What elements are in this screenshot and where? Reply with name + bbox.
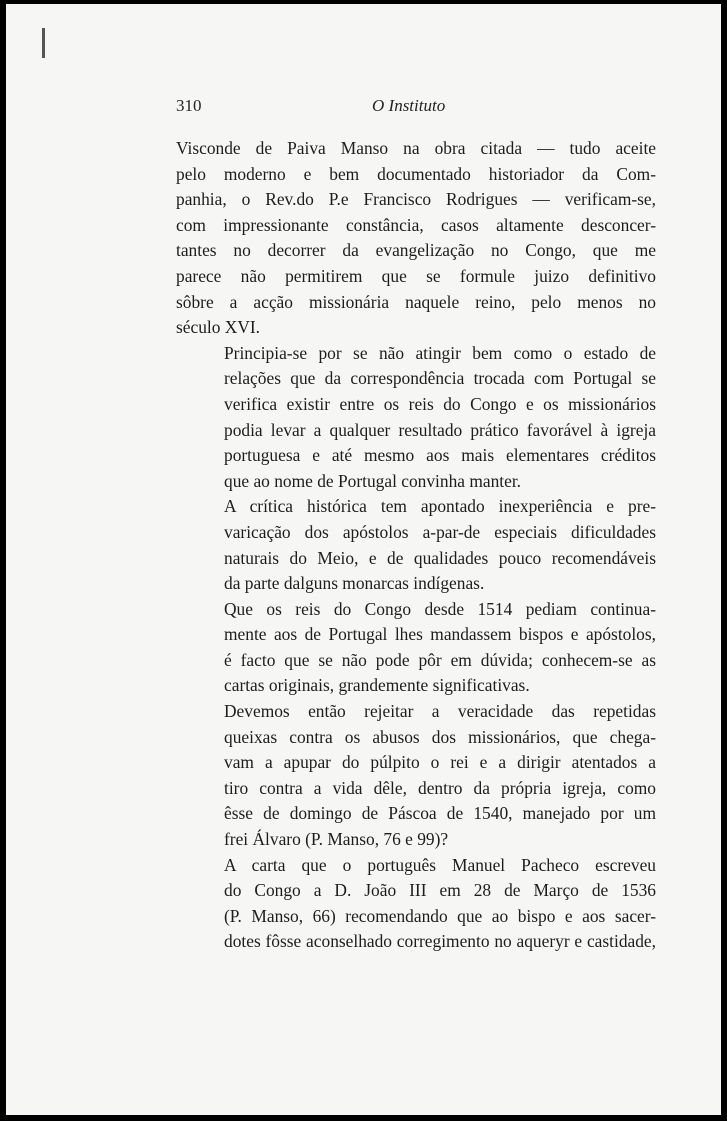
paragraph-6-line: (P. Manso, 66) recomendando que ao bispo e aos sacer-: [224, 905, 656, 926]
paragraph-5-line: Devemos então rejeitar a veracidade das repetidas: [224, 701, 656, 722]
body-text: [176, 136, 656, 955]
paragraph-4-line: é facto que se não pode pôr em dúvida; conhecem-se as: [224, 649, 656, 670]
paragraph-4-line: mente aos de Portugal lhes mandassem bispos e apóstolos,: [224, 624, 656, 645]
paragraph-4-line: cartas originais, grandemente significativas.: [224, 675, 530, 696]
paragraph-2-line: podia levar a qualquer resultado prático favorável à igreja: [224, 419, 656, 440]
paragraph-5: [176, 699, 656, 853]
paragraph-5-line: vam a apupar do púlpito o rei e a dirigir atentados a: [224, 752, 656, 773]
paragraph-1-line: Visconde de Paiva Manso na obra citada — tudo aceite: [176, 138, 656, 158]
paragraph-1-line: com impressionante constância, casos altamente desconcer-: [176, 214, 656, 235]
paragraph-1-line: sôbre a acção missionária naquele reino, pelo menos no: [176, 291, 656, 312]
paragraph-4: [176, 597, 656, 699]
paragraph-3-line: varicação dos apóstolos a-par-de especiais dificuldades: [224, 521, 656, 542]
scan-mark: [42, 28, 45, 58]
paragraph-1-line: parece não permitirem que se formule juizo definitivo: [176, 265, 656, 286]
page-header: [176, 96, 646, 122]
paragraph-1-line: tantes no decorrer da evangelização no Congo, que me: [176, 240, 656, 261]
paragraph-5-line: queixas contra os abusos dos missionários, que chega-: [224, 726, 656, 747]
paragraph-3-line: naturais do Meio, e de qualidades pouco recomendáveis: [224, 547, 656, 568]
paragraph-1: [176, 136, 656, 341]
paragraph-3-line: A crítica histórica tem apontado inexperiência e pre-: [224, 496, 656, 517]
paragraph-5-line: êsse de domingo de Páscoa de 1540, manejado por um: [224, 803, 656, 824]
paragraph-6-line: A carta que o português Manuel Pacheco escreveu: [224, 854, 656, 875]
paragraph-1-line: panhia, o Rev.do P.e Francisco Rodrigues — verificam-se,: [176, 189, 656, 210]
page-number: 310: [176, 96, 202, 115]
paragraph-4-line: Que os reis do Congo desde 1514 pediam continua-: [224, 598, 656, 619]
paragraph-2-line: portuguesa e até mesmo aos mais elementares créditos: [224, 445, 656, 466]
paragraph-2-line: que ao nome de Portugal convinha manter.: [224, 470, 522, 491]
book-page: [6, 4, 721, 1115]
paragraph-5-line: frei Álvaro (P. Manso, 76 e 99)?: [224, 829, 449, 850]
paragraph-5-line: tiro contra a vida dêle, dentro da própria igreja, como: [224, 777, 656, 798]
paragraph-2-line: Principia-se por se não atingir bem como o estado de: [224, 342, 656, 363]
paragraph-6-line: do Congo a D. João III em 28 de Março de 1536: [224, 880, 656, 901]
paragraph-3-line: da parte dalguns monarcas indígenas.: [224, 573, 485, 594]
paragraph-2-line: verifica existir entre os reis do Congo e os missionários: [224, 393, 656, 414]
paragraph-2-line: relações que da correspondência trocada com Portugal se: [224, 368, 656, 389]
paragraph-6: [176, 853, 656, 955]
paragraph-3: [176, 494, 656, 596]
paragraph-6-line: dotes fôsse aconselhado corregimento no aqueryr e castidade,: [224, 931, 656, 952]
paragraph-2: [176, 341, 656, 495]
running-title: O Instituto: [372, 96, 446, 115]
paragraph-1-line: pelo moderno e bem documentado historiador da Com-: [176, 163, 656, 184]
paragraph-1-line: século XVI.: [176, 317, 261, 338]
